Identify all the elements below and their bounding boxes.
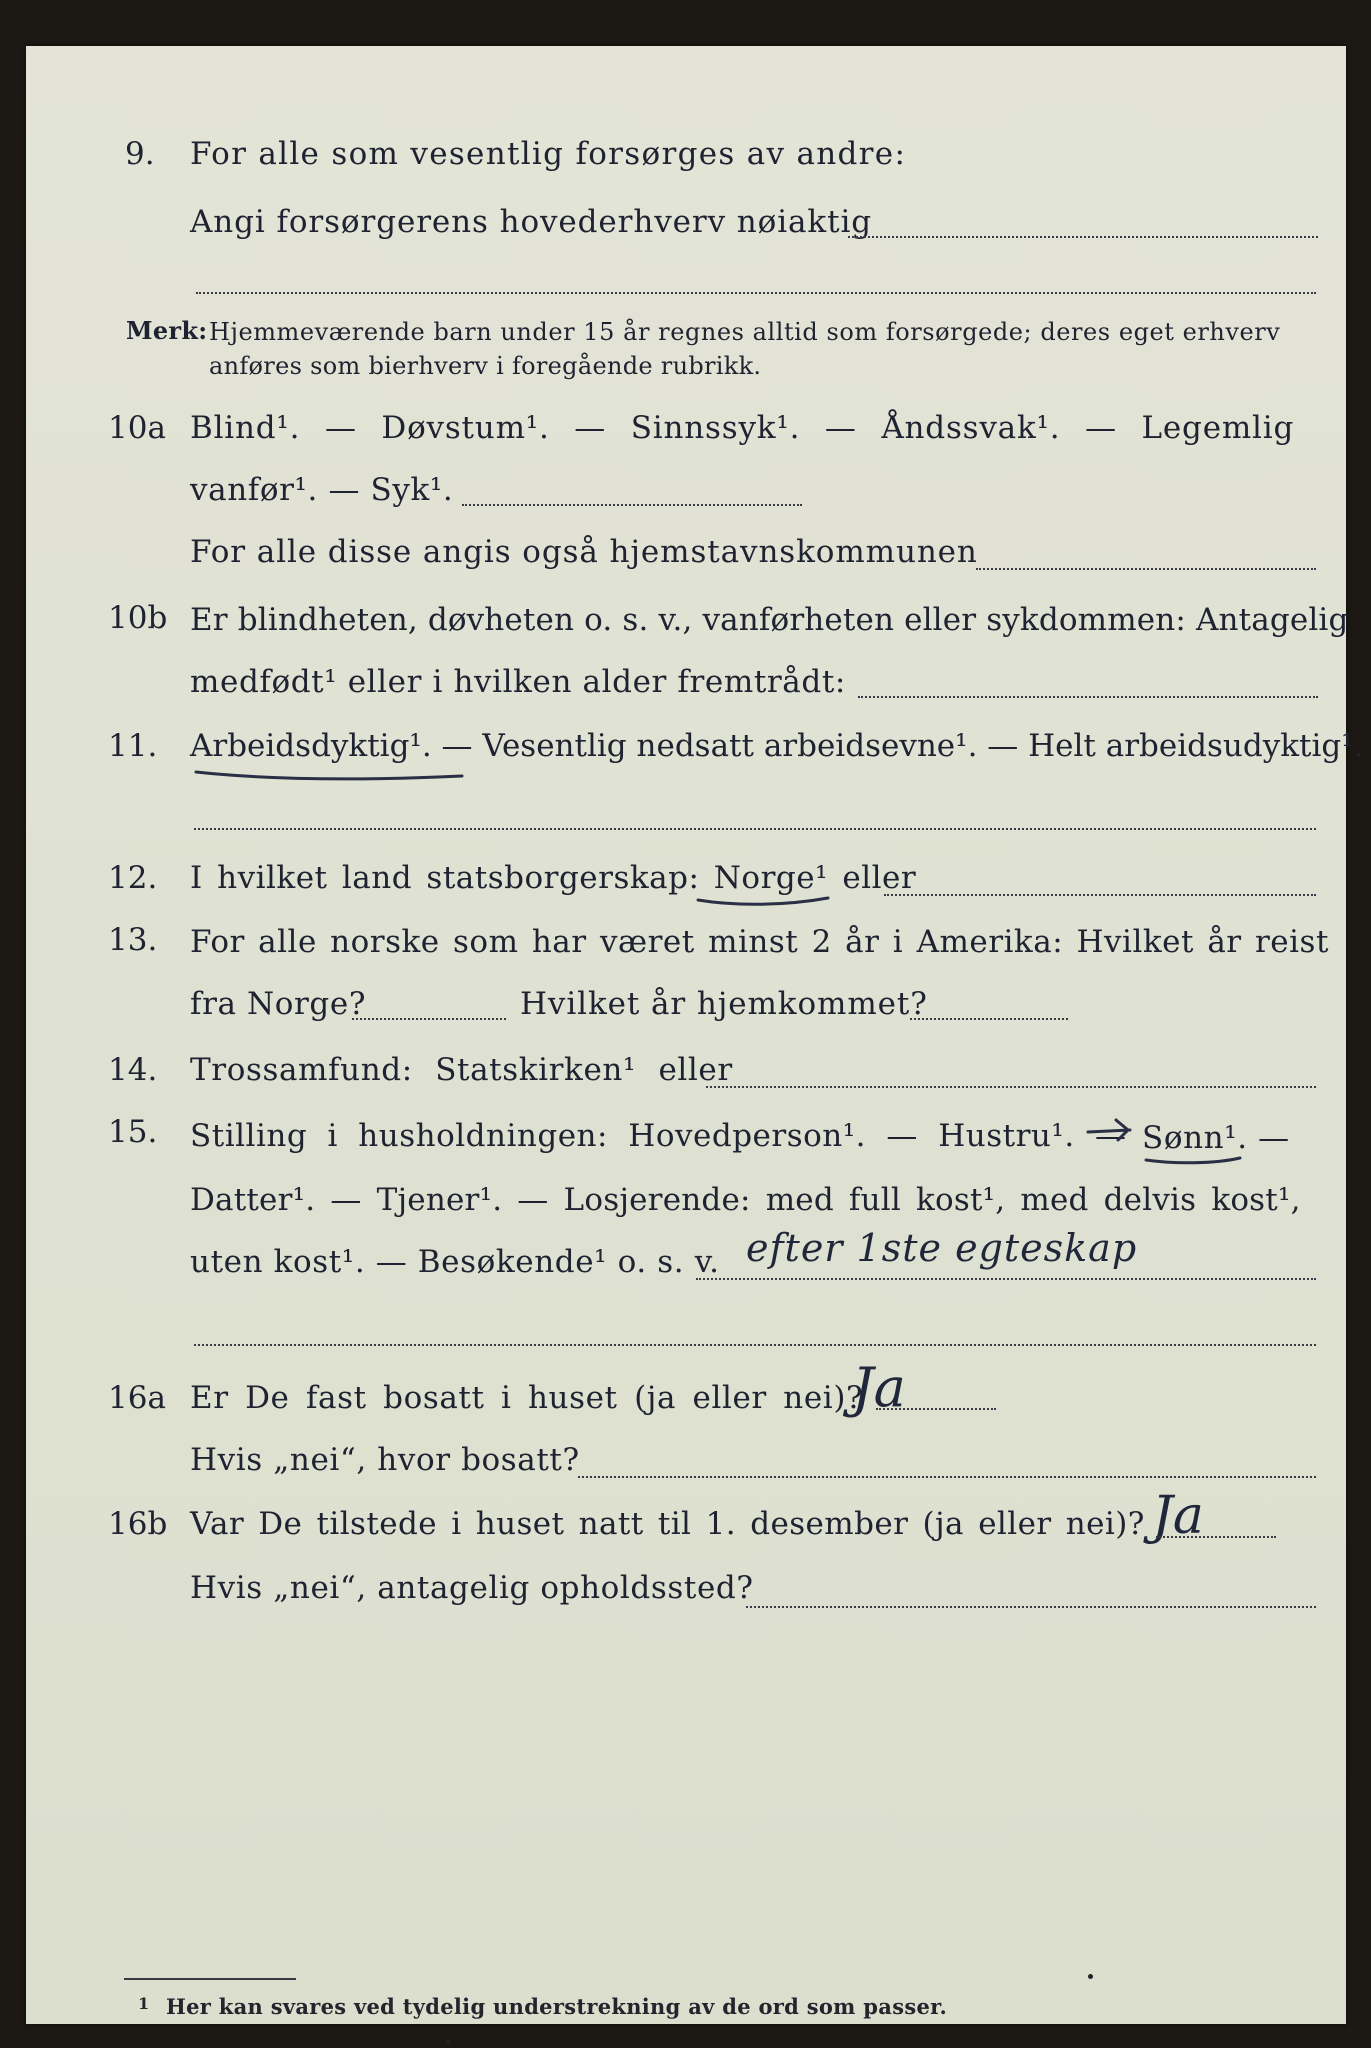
item-12-line-1: I hvilket land statsborgerskap: Norge¹ eller	[190, 860, 917, 896]
item-11-line-1: Arbeidsdyktig¹. — Vesentlig nedsatt arbeidsevne¹. — Helt arbeidsudyktig¹.	[190, 728, 1364, 764]
item-11-answer-line	[194, 828, 1316, 830]
footnote-mark: 1	[138, 1994, 150, 2013]
item-10a-answer-line	[462, 504, 802, 506]
item-10a-line-2: vanfør¹. — Syk¹.	[190, 472, 454, 508]
item-9-answer-line	[848, 236, 1318, 238]
item-10b-number: 10b	[108, 600, 168, 636]
item-12-handwritten-underline	[694, 892, 834, 912]
item-15-handwritten-underline	[1144, 1152, 1244, 1168]
item-16a-number: 16a	[108, 1380, 166, 1416]
item-15-answer-line	[696, 1278, 1316, 1280]
item-15-handwritten-mark	[1084, 1114, 1144, 1144]
item-13-line-1: For alle norske som har været minst 2 år i Amerika: Hvilket år reist	[190, 924, 1329, 960]
item-15-number: 15.	[108, 1114, 158, 1150]
item-14-line-1: Trossamfund: Statskirken¹ eller	[190, 1052, 733, 1088]
item-16a-answer-line	[876, 1408, 996, 1410]
item-10b-line-2: medfødt¹ eller i hvilken alder fremtrådt:	[190, 664, 846, 700]
note-line-2: anføres som bierhverv i foregående rubrikk.	[209, 352, 762, 380]
paper-speck	[446, 2040, 451, 2045]
item-10a-line-1: Blind¹. — Døvstum¹. — Sinnssyk¹. — Åndssvak¹. — Legemlig	[190, 410, 1295, 446]
paper-speck	[1088, 1974, 1093, 1979]
item-16a-place-line	[578, 1476, 1316, 1478]
item-16a-line-1: Er De fast bosatt i huset (ja eller nei)?	[190, 1380, 864, 1416]
item-16a-line-2: Hvis „nei“, hvor bosatt?	[190, 1442, 580, 1478]
note-line-1: Hjemmeværende barn under 15 år regnes alltid som forsørgede; deres eget erhverv	[209, 318, 1281, 346]
item-9-number: 9.	[125, 136, 155, 172]
item-16b-place-line	[746, 1606, 1316, 1608]
footnote-text: Her kan svares ved tydelig understrekning av de ord som passer.	[166, 1994, 948, 2019]
item-12-answer-line	[884, 894, 1316, 896]
item-16b-line-2: Hvis „nei“, antagelig opholdssted?	[190, 1570, 754, 1606]
item-16b-number: 16b	[108, 1506, 168, 1542]
item-14-answer-line	[706, 1086, 1316, 1088]
item-16b-line-1: Var De tilstede i huset natt til 1. desember (ja eller nei)?	[190, 1506, 1145, 1542]
item-13-line-2b: Hvilket år hjemkommet?	[520, 986, 928, 1022]
item-13-year-returned-line	[910, 1018, 1068, 1020]
item-15-answer-line-2	[194, 1344, 1316, 1346]
footnote-rule	[124, 1978, 296, 1980]
item-10a-number: 10a	[108, 410, 166, 446]
item-15-line-3: uten kost¹. — Besøkende¹ o. s. v.	[190, 1244, 720, 1280]
item-13-line-2a: fra Norge?	[190, 986, 367, 1022]
item-15-line-2: Datter¹. — Tjener¹. — Losjerende: med full kost¹, med delvis kost¹,	[190, 1182, 1301, 1218]
item-13-number: 13.	[108, 922, 158, 958]
item-15-line-1: Stilling i husholdningen: Hovedperson¹. — Hustru¹. —	[190, 1118, 1127, 1154]
item-10a-answer-line-2	[976, 568, 1316, 570]
item-9-line-2: Angi forsørgerens hovederhverv nøiaktig	[190, 204, 873, 240]
item-11-number: 11.	[108, 728, 158, 764]
item-16a-handwritten-answer: Ja	[852, 1356, 906, 1419]
item-12-number: 12.	[108, 860, 158, 896]
item-9-answer-line-2	[196, 292, 1316, 294]
note-label: Merk:	[126, 316, 208, 345]
census-form-page	[26, 46, 1364, 2024]
item-14-number: 14.	[108, 1052, 158, 1088]
item-16b-answer-line	[1156, 1536, 1276, 1538]
item-10b-answer-line	[858, 696, 1318, 698]
item-10a-line-3: For alle disse angis også hjemstavnskommunen	[190, 534, 978, 570]
item-11-handwritten-underline	[192, 760, 472, 784]
item-16b-handwritten-answer: Ja	[1152, 1486, 1204, 1546]
item-15-son-option: Sønn¹. —	[1142, 1120, 1290, 1156]
item-15-handwritten-answer: efter 1ste egteskap	[746, 1226, 1138, 1270]
item-13-year-left-line	[352, 1018, 506, 1020]
item-10b-line-1: Er blindheten, døvheten o. s. v., vanførheten eller sykdommen: Antagelig	[190, 602, 1349, 638]
item-9-line-1: For alle som vesentlig forsørges av andre:	[190, 136, 907, 172]
